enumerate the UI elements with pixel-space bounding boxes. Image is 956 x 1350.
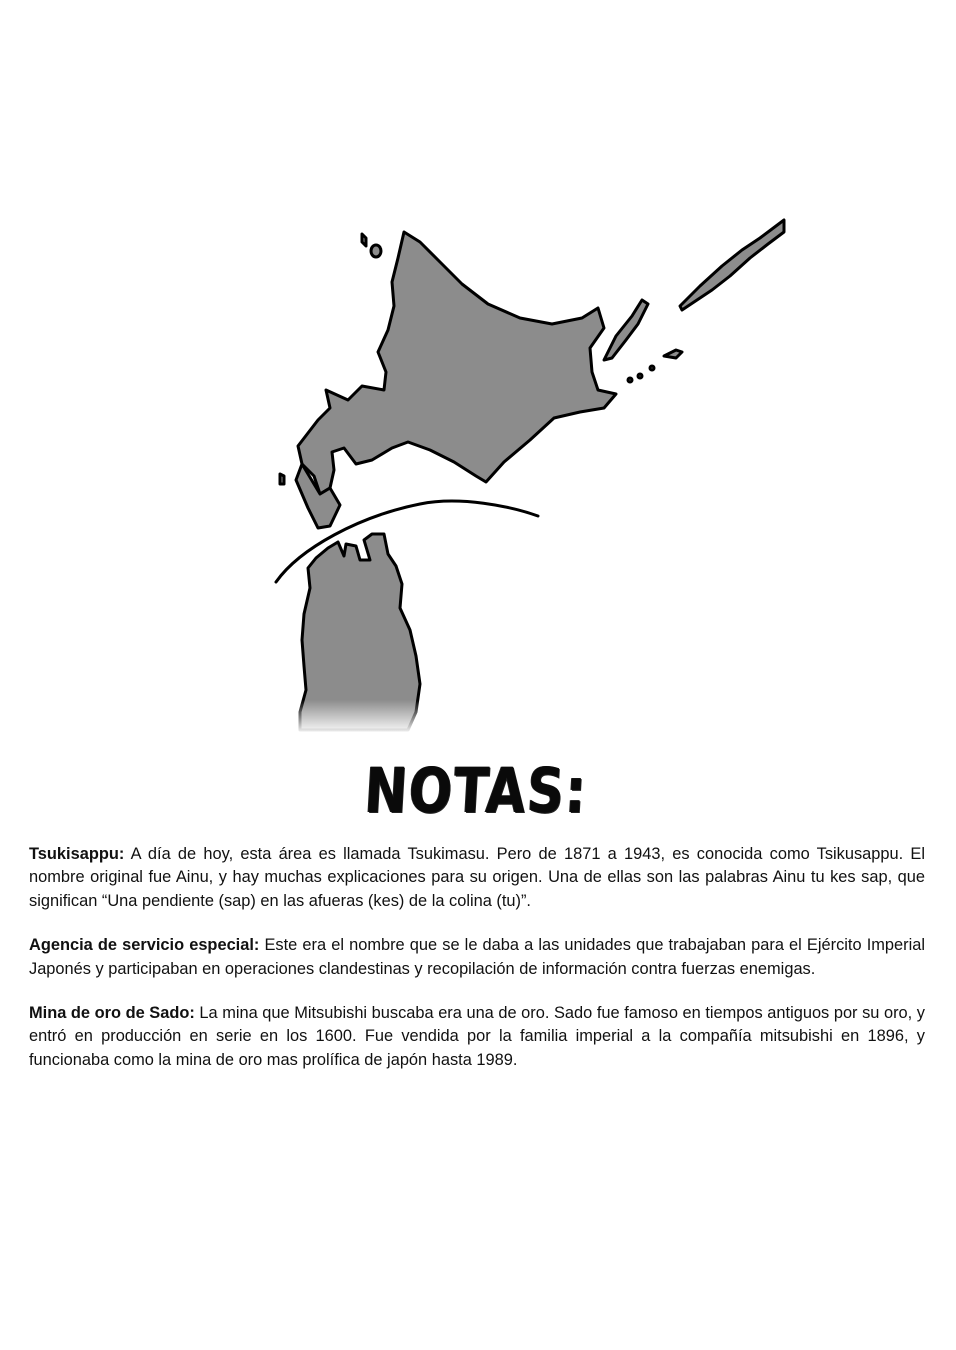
note-term: Tsukisappu: bbox=[29, 845, 125, 863]
rishiri-island bbox=[371, 245, 381, 257]
habomai-islet-2 bbox=[638, 374, 642, 378]
note-text: A día de hoy, esta área es llamada Tsukimasu. Pero de 1871 a 1943, es conocida como Tsikusappu. El nombre original fue Ainu, y hay muchas explicaciones para su origen. Una de ellas son las palabras Ainu tu kes sap, que significan “Una pendiente (sap) en las afueras (kes) de la colina (tu)”. bbox=[29, 845, 925, 910]
okushiri-island bbox=[280, 474, 284, 484]
note-text: Este era el nombre que se le daba a las unidades que trabajaban para el Ejército Imperial Japonés y participaban en operaciones clandestinas y recopilación de información contra fuerzas enemigas. bbox=[29, 936, 925, 978]
habomai-islet-1 bbox=[628, 378, 632, 382]
note-term: Agencia de servicio especial: bbox=[29, 936, 260, 955]
shikotan-island bbox=[664, 350, 682, 358]
hokkaido-island bbox=[298, 232, 616, 494]
habomai-islet-3 bbox=[650, 366, 654, 370]
kunashiri-island bbox=[604, 300, 648, 360]
note-text: La mina que Mitsubishi buscaba era una de oro. Sado fue famoso en tiempos antiguos por su oro, y entró en producción en serie en los 1600. Fue vendida por la familia imperial a la compañía mitsubishi en 1896, y funcionaba como la mina de oro mas prolífica de japón hasta 1989. bbox=[29, 1004, 925, 1069]
note-tsukisappu bbox=[29, 843, 925, 913]
iturup-island bbox=[680, 220, 784, 310]
note-term: Mina de oro de Sado: bbox=[29, 1004, 195, 1023]
notes-section bbox=[29, 843, 925, 1093]
page-heading: NOTAS: bbox=[362, 754, 590, 827]
note-agencia-servicio-especial bbox=[29, 934, 925, 981]
rebun-island bbox=[362, 234, 366, 246]
note-mina-oro-sado bbox=[29, 1002, 925, 1072]
